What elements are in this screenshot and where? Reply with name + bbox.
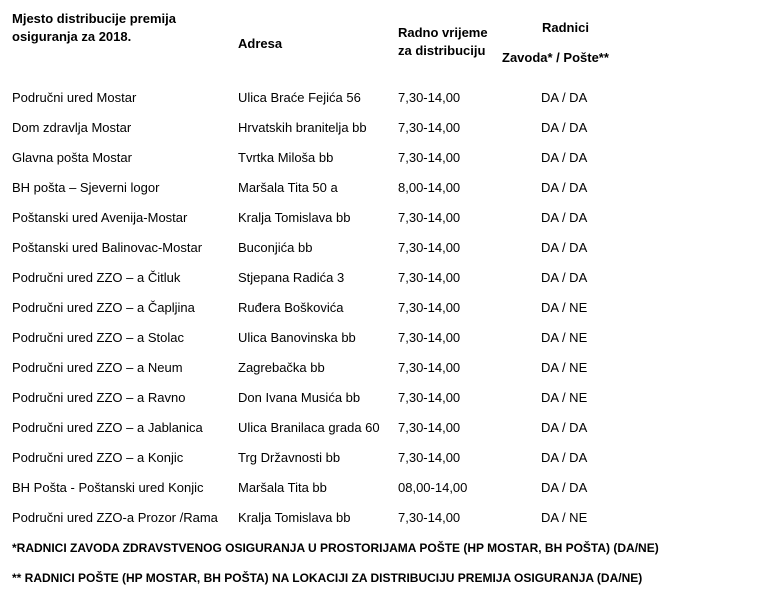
table-row — [0, 143, 761, 173]
table-row — [0, 323, 761, 353]
row-location: Poštanski ured Balinovac-Mostar — [12, 240, 203, 255]
row-address: Kralja Tomislava bb — [238, 210, 351, 225]
table-row — [0, 233, 761, 263]
row-location: Područni ured ZZO – a Neum — [12, 360, 183, 375]
row-address: Trg Državnosti bb — [238, 450, 341, 465]
row-location: Područni ured Mostar — [12, 90, 137, 105]
row-address: Ruđera Boškovića — [238, 300, 344, 315]
row-location: Područni ured ZZO – a Čitluk — [12, 270, 181, 285]
row-status: DA / NE — [541, 390, 588, 405]
table-row — [0, 293, 761, 323]
row-address: Ulica Branilaca grada 60 — [238, 420, 380, 435]
row-hours: 7,30-14,00 — [398, 450, 461, 465]
row-status: DA / DA — [541, 150, 588, 165]
row-address: Hrvatskih branitelja bb — [238, 120, 367, 135]
footnote-posta: ** RADNICI POŠTE (HP MOSTAR, BH POŠTA) NA LOKACIJI ZA DISTRIBUCIJU PREMIJA OSIGURANJA (DA/NE) — [12, 571, 643, 585]
row-location: Područni ured ZZO-a Prozor /Rama — [12, 510, 218, 525]
row-location: Dom zdravlja Mostar — [12, 120, 132, 135]
table-row — [0, 383, 761, 413]
table-row — [0, 173, 761, 203]
row-location: Područni ured ZZO – a Čapljina — [12, 300, 195, 315]
row-status: DA / DA — [541, 90, 588, 105]
table-row — [0, 443, 761, 473]
row-hours: 7,30-14,00 — [398, 510, 461, 525]
row-location: Područni ured ZZO – a Stolac — [12, 330, 184, 345]
header-location: Mjesto distribucije premija osiguranja za 2018. — [12, 11, 176, 44]
row-address: Kralja Tomislava bb — [238, 510, 351, 525]
row-hours: 7,30-14,00 — [398, 330, 461, 345]
table-row — [0, 113, 761, 143]
row-status: DA / DA — [541, 420, 588, 435]
row-address: Buconjića bb — [238, 240, 313, 255]
row-hours: 7,30-14,00 — [398, 270, 461, 285]
row-hours: 7,30-14,00 — [398, 390, 461, 405]
table-row — [0, 263, 761, 293]
header-address: Adresa — [238, 36, 283, 51]
table-row — [0, 473, 761, 503]
row-hours: 8,00-14,00 — [398, 180, 461, 195]
row-hours: 7,30-14,00 — [398, 210, 461, 225]
header-workers: Radnici — [542, 20, 589, 35]
row-address: Stjepana Radića 3 — [238, 270, 345, 285]
table-row — [0, 503, 761, 533]
row-hours: 08,00-14,00 — [398, 480, 468, 495]
row-status: DA / NE — [541, 300, 588, 315]
row-location: BH pošta – Sjeverni logor — [12, 180, 160, 195]
row-address: Maršala Tita bb — [238, 480, 327, 495]
table-row — [0, 353, 761, 383]
row-location: BH Pošta - Poštanski ured Konjic — [12, 480, 204, 495]
distribution-table — [0, 83, 761, 533]
row-hours: 7,30-14,00 — [398, 240, 461, 255]
row-status: DA / DA — [541, 270, 588, 285]
row-status: DA / NE — [541, 360, 588, 375]
row-hours: 7,30-14,00 — [398, 150, 461, 165]
table-row — [0, 203, 761, 233]
row-location: Područni ured ZZO – a Ravno — [12, 390, 186, 405]
row-hours: 7,30-14,00 — [398, 90, 461, 105]
row-hours: 7,30-14,00 — [398, 120, 461, 135]
row-address: Zagrebačka bb — [238, 360, 325, 375]
row-location: Područni ured ZZO – a Konjic — [12, 450, 184, 465]
row-status: DA / DA — [541, 180, 588, 195]
row-location: Poštanski ured Avenija-Mostar — [12, 210, 188, 225]
row-status: DA / DA — [541, 210, 588, 225]
header-hours: Radno vrijeme za distribuciju — [398, 25, 488, 58]
row-status: DA / DA — [541, 240, 588, 255]
row-location: Područni ured ZZO – a Jablanica — [12, 420, 203, 435]
row-location: Glavna pošta Mostar — [12, 150, 132, 165]
row-hours: 7,30-14,00 — [398, 420, 461, 435]
header-workers-sub: Zavoda* / Pošte** — [502, 50, 609, 65]
row-address: Tvrtka Miloša bb — [238, 150, 334, 165]
row-hours: 7,30-14,00 — [398, 360, 461, 375]
row-address: Maršala Tita 50 a — [238, 180, 338, 195]
row-status: DA / NE — [541, 510, 588, 525]
row-address: Don Ivana Musića bb — [238, 390, 361, 405]
row-address: Ulica Braće Fejića 56 — [238, 90, 361, 105]
row-status: DA / DA — [541, 120, 588, 135]
row-address: Ulica Banovinska bb — [238, 330, 356, 345]
row-status: DA / NE — [541, 330, 588, 345]
table-row — [0, 413, 761, 443]
footnote-zavod: *RADNICI ZAVODA ZDRAVSTVENOG OSIGURANJA U PROSTORIJAMA POŠTE (HP MOSTAR, BH POŠTA) (DA/NE) — [12, 541, 659, 555]
row-status: DA / DA — [541, 450, 588, 465]
row-hours: 7,30-14,00 — [398, 300, 461, 315]
row-status: DA / DA — [541, 480, 588, 495]
table-row — [0, 83, 761, 113]
